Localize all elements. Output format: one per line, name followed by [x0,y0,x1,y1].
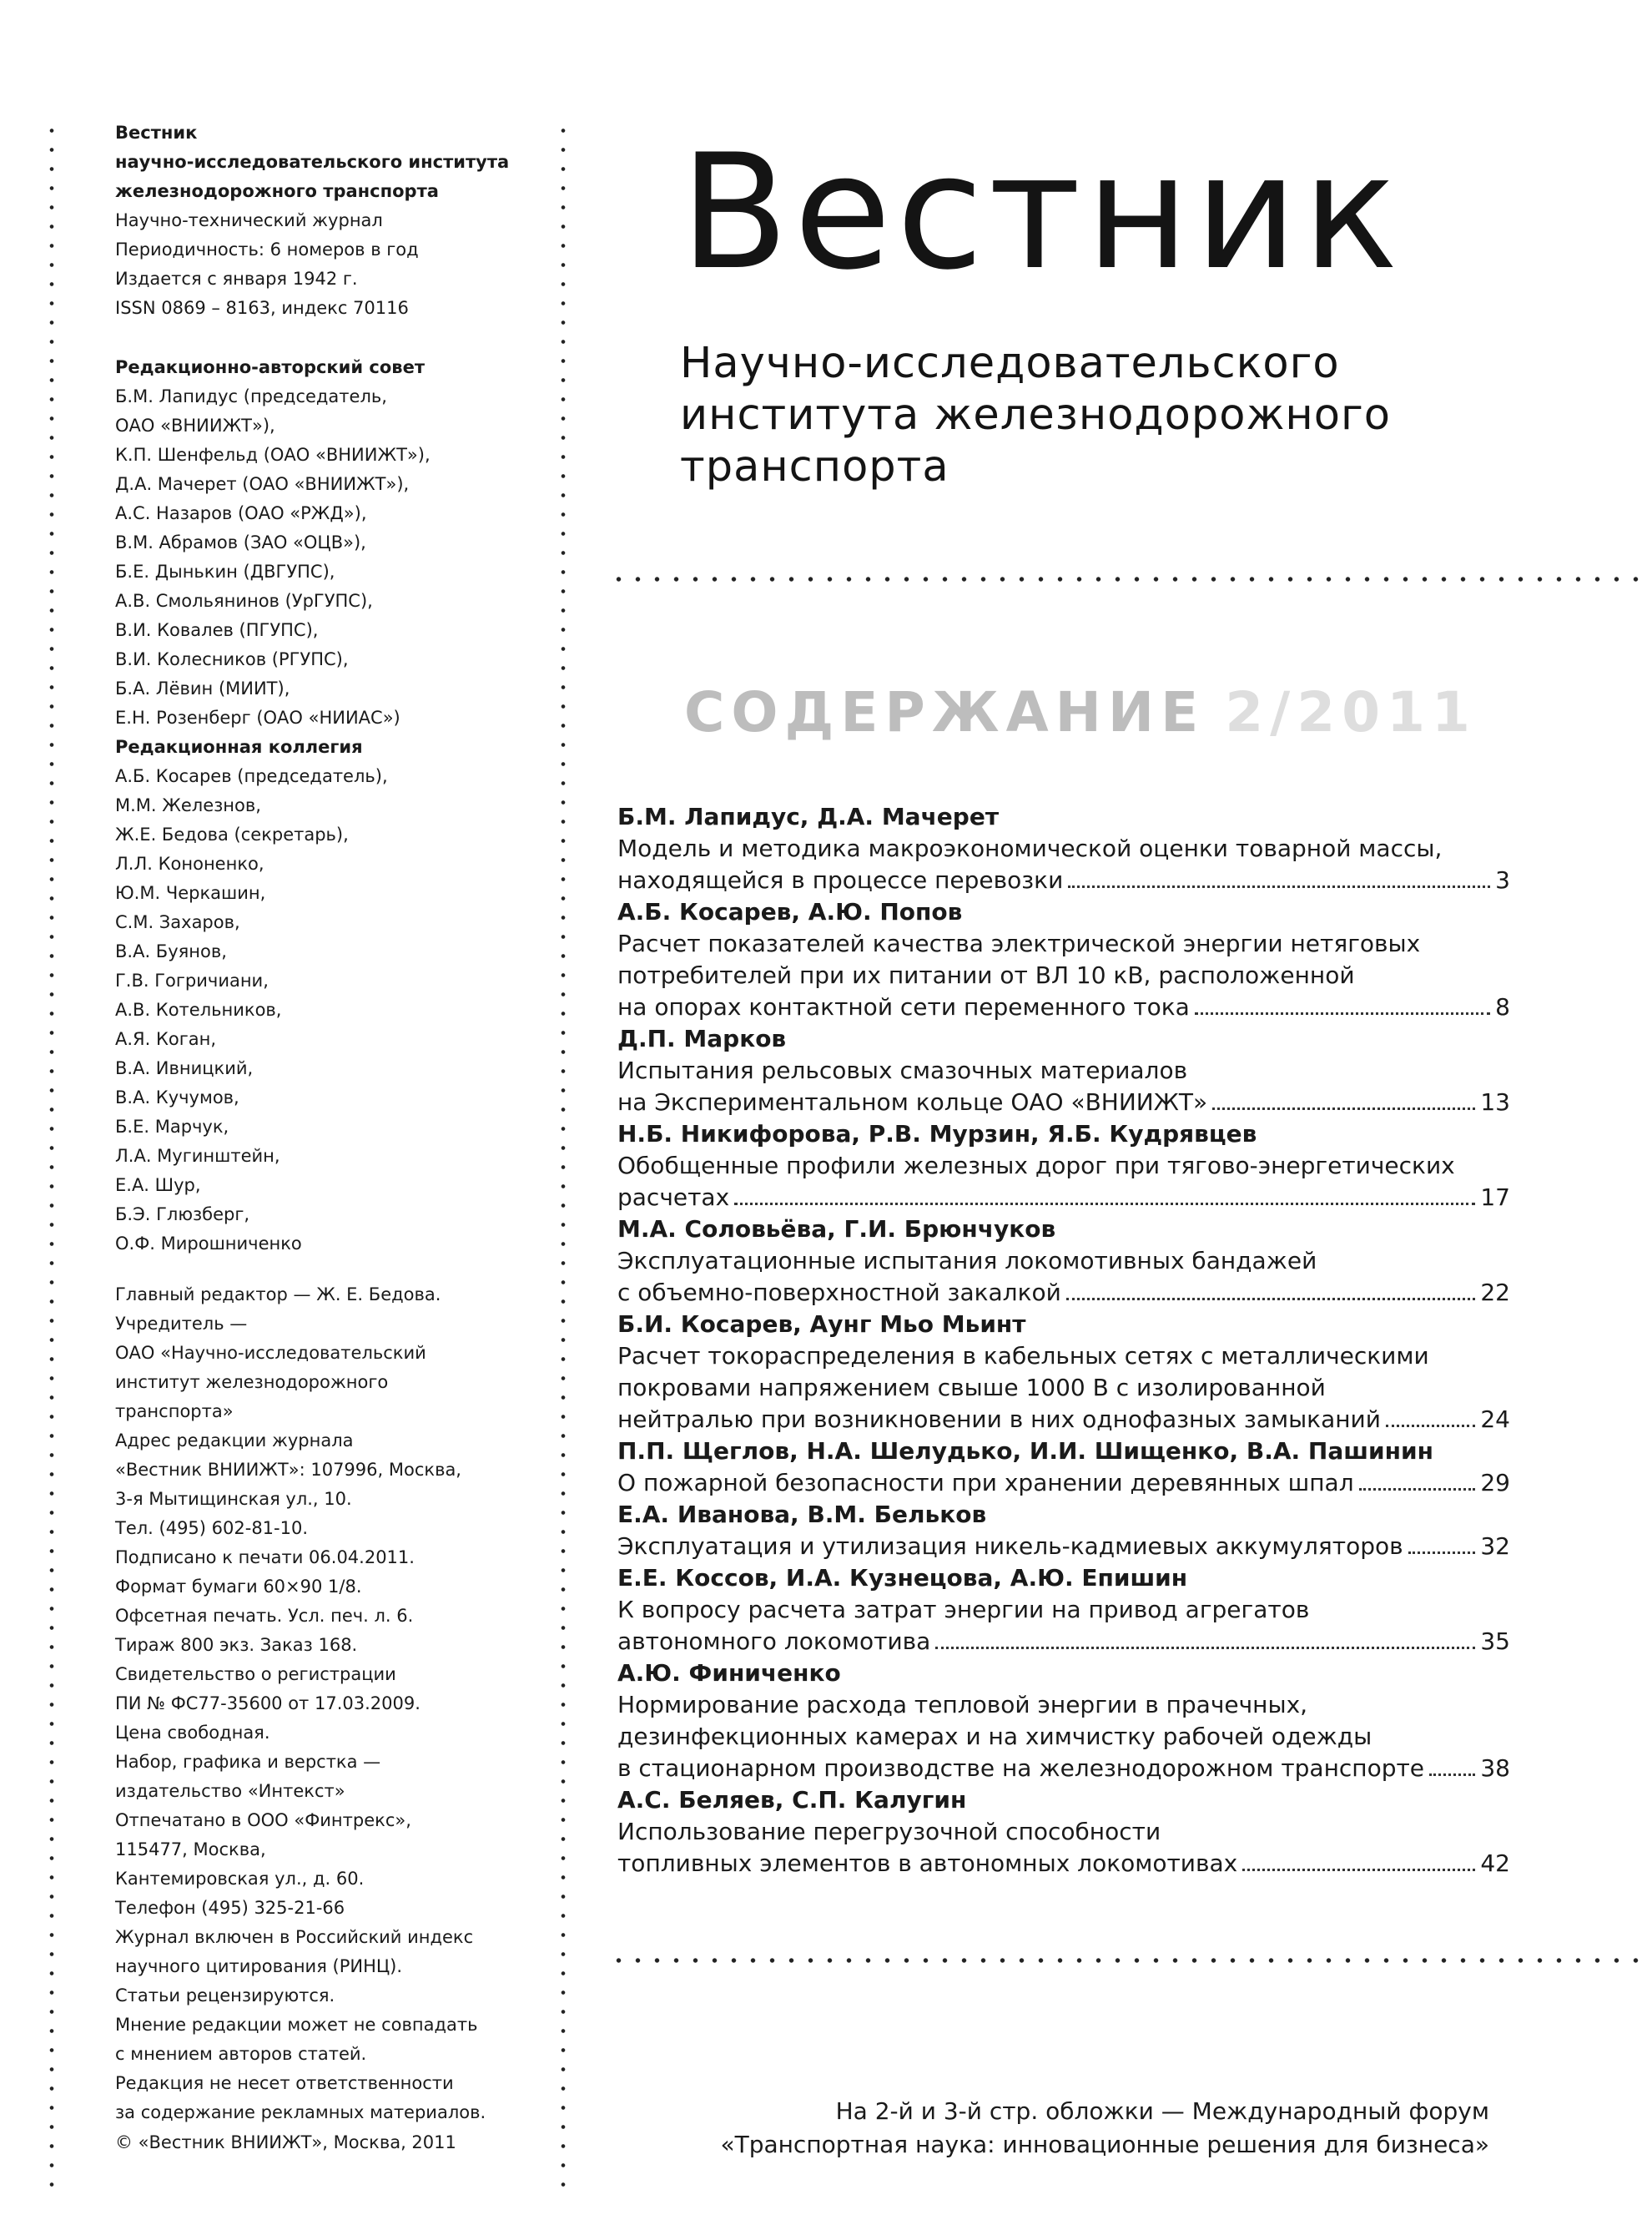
board-member: Ю.М. Черкашин, [115,883,266,903]
toc-entry [617,1213,1510,1309]
board-member: В.А. Буянов, [115,941,227,961]
toc-title-final-line [617,1626,1510,1657]
toc-page-number: 32 [1480,1532,1510,1560]
journal-info-line: Периодичность: 6 номеров в год [115,240,419,260]
board-member: Л.Л. Кононенко, [115,854,264,874]
toc-title-final-line [617,865,1510,896]
subtitle-line: Научно-исследовательского [680,339,1340,388]
imprint-line: 115477, Москва, [115,1839,266,1859]
toc-entry [617,1784,1510,1879]
toc-authors: Д.П. Марков [617,1025,787,1052]
council-member: Д.А. Мачерет (ОАО «ВНИИЖТ»), [115,474,410,494]
toc-title-line: Эксплуатационные испытания локомотивных бандажей [617,1247,1317,1274]
dot-leader [1066,1277,1476,1300]
toc-title-final-line [617,1467,1510,1499]
toc-title-line: Расчет показателей качества электрической энергии нетяговых [617,930,1421,957]
toc-title-line: К вопросу расчета затрат энергии на привод агрегатов [617,1596,1310,1623]
toc-title-final-line [617,1087,1510,1118]
imprint-line: институт железнодорожного [115,1372,389,1392]
toc-title-line: Модель и методика макроэкономической оценки товарной массы, [617,835,1443,862]
subtitle-line: транспорта [680,442,949,492]
council-member: В.И. Ковалев (ПГУПС), [115,620,319,640]
table-of-contents [617,801,1510,1879]
contents-label: СОДЕРЖАНИЕ [684,680,1206,744]
board-member: О.Ф. Мирошниченко [115,1234,302,1254]
toc-page-number: 38 [1480,1754,1510,1782]
toc-title-line: Нормирование расхода тепловой энергии в прачечных, [617,1691,1308,1718]
journal-title-line: научно-исследовательского института [115,152,510,172]
dot-leader [1386,1404,1475,1427]
board-heading: Редакционная коллегия [115,737,363,757]
issue-number: 2/2011 [1225,680,1477,744]
imprint-line: издательство «Интекст» [115,1781,345,1801]
board-member: С.М. Захаров, [115,912,240,932]
imprint-line: Мнение редакции может не совпадать [115,2015,478,2035]
imprint-line: Офсетная печать. Усл. печ. л. 6. [115,1606,414,1626]
left-dotted-rule [48,121,55,2191]
dot-leader [1212,1087,1475,1110]
imprint-line: Редакция не несет ответственности [115,2073,454,2093]
board-member: В.А. Кучумов, [115,1087,239,1107]
council-member: А.С. Назаров (ОАО «РЖД»), [115,503,367,523]
dot-leader [1195,991,1490,1015]
toc-title-final-line [617,1277,1510,1309]
imprint-line: Тираж 800 экз. Заказ 168. [115,1635,358,1655]
toc-page-number: 22 [1480,1279,1510,1306]
journal-masthead-title: Вестник [680,120,1403,305]
copyright-notice: © «Вестник ВНИИЖТ», Москва, 2011 [115,2132,456,2152]
cover-note [720,2095,1489,2162]
imprint-line: за содержание рекламных материалов. [115,2102,486,2122]
council-member: Б.Е. Дынькин (ДВГУПС), [115,562,335,582]
toc-authors: Б.И. Косарев, Аунг Мьо Мьинт [617,1310,1026,1338]
spacer [115,1259,549,1280]
imprint-line: Адрес редакции журнала [115,1430,354,1451]
imprint-line: Свидетельство о регистрации [115,1664,396,1684]
toc-title-line: О пожарной безопасности при хранении деревянных шпал [617,1469,1354,1496]
council-member: В.М. Абрамов (ЗАО «ОЦВ»), [115,532,366,552]
toc-title-line: на Экспериментальном кольце ОАО «ВНИИЖТ» [617,1088,1208,1116]
imprint-line: транспорта» [115,1401,234,1421]
council-heading: Редакционно-авторский совет [115,357,425,377]
toc-authors: Н.Б. Никифорова, Р.В. Мурзин, Я.Б. Кудрявцев [617,1120,1257,1148]
dot-leader [734,1182,1475,1205]
dot-leader [1359,1467,1476,1491]
toc-authors: Е.Е. Коссов, И.А. Кузнецова, А.Ю. Епишин [617,1564,1188,1592]
cover-note-line: «Транспортная наука: инновационные решения для бизнеса» [720,2131,1489,2158]
toc-title-line: нейтралью при возникновении в них однофазных замыканий [617,1405,1381,1433]
toc-title-line: Эксплуатация и утилизация никель-кадмиевых аккумуляторов [617,1532,1403,1560]
toc-title-line: автономного локомотива [617,1627,931,1655]
journal-info-line: ISSN 0869 – 8163, индекс 70116 [115,298,409,318]
toc-page-number: 24 [1480,1405,1510,1433]
council-member: ОАО «ВНИИЖТ»), [115,416,275,436]
toc-page-number: 8 [1495,993,1510,1021]
imprint-line: Учредитель — [115,1314,248,1334]
toc-title-line: дезинфекционных камерах и на химчистку рабочей одежды [617,1723,1372,1750]
contents-dotted-rule [609,1957,1652,1964]
editorial-info-column [115,119,549,2127]
imprint-line: Телефон (495) 325-21-66 [115,1898,345,1918]
toc-page-number: 3 [1495,866,1510,894]
imprint-line: Журнал включен в Российский индекс [115,1927,474,1947]
imprint-line: Главный редактор — Ж. Е. Бедова. [115,1284,441,1304]
imprint-line: Формат бумаги 60×90 1/8. [115,1577,362,1597]
toc-title-line: расчетах [617,1183,730,1211]
journal-masthead-subtitle [680,338,1391,493]
toc-authors: Е.А. Иванова, В.М. Бельков [617,1501,987,1528]
toc-title-line: Расчет токораспределения в кабельных сетях с металлическими [617,1342,1429,1370]
contents-heading [684,680,1477,744]
imprint-line: Статьи рецензируются. [115,1985,335,2006]
board-member: Е.А. Шур, [115,1175,201,1195]
board-member: В.А. Ивницкий, [115,1058,254,1078]
toc-authors: П.П. Щеглов, Н.А. Шелудько, И.И. Шищенко, В.А. Пашинин [617,1437,1433,1465]
imprint-line: Кантемировская ул., д. 60. [115,1869,365,1889]
toc-title-line: Обобщенные профили железных дорог при тягово-энергетических [617,1152,1455,1179]
toc-authors: М.А. Соловьёва, Г.И. Брюнчуков [617,1215,1056,1243]
toc-title-line: в стационарном производстве на железнодорожном транспорте [617,1754,1425,1782]
dot-leader [1408,1531,1476,1554]
toc-title-line: Испытания рельсовых смазочных материалов [617,1057,1188,1084]
board-member: Л.А. Мугинштейн, [115,1146,280,1166]
masthead-dotted-rule [609,576,1652,583]
board-member: Б.Э. Глюзберг, [115,1204,250,1224]
toc-title-line: на опорах контактной сети переменного тока [617,993,1190,1021]
board-member: А.В. Котельников, [115,1000,282,1020]
imprint-line: ПИ № ФС77-35600 от 17.03.2009. [115,1693,421,1713]
toc-entry [617,1023,1510,1118]
toc-entry [617,1309,1510,1435]
toc-page-number: 29 [1480,1469,1510,1496]
imprint-line: Отпечатано в ООО «Финтрекс», [115,1810,411,1830]
toc-title-line: покровами напряжением свыше 1000 В с изолированной [617,1374,1326,1401]
toc-authors: А.Ю. Финиченко [617,1659,841,1687]
toc-entry [617,1435,1510,1499]
board-member: А.Б. Косарев (председатель), [115,766,388,786]
imprint-line: Подписано к печати 06.04.2011. [115,1547,415,1567]
toc-title-line: с объемно-поверхностной закалкой [617,1279,1061,1306]
dot-leader [1429,1753,1475,1776]
imprint-line: Тел. (495) 602-81-10. [115,1518,309,1538]
toc-authors: А.Б. Косарев, А.Ю. Попов [617,898,963,926]
board-member: Б.Е. Марчук, [115,1117,229,1137]
subtitle-line: института железнодорожного [680,391,1391,440]
imprint-line: ОАО «Научно-исследовательский [115,1343,426,1363]
council-member: В.И. Колесников (РГУПС), [115,649,349,669]
council-member: К.П. Шенфельд (ОАО «ВНИИЖТ»), [115,445,431,465]
dot-leader [935,1626,1475,1649]
toc-entry [617,1657,1510,1784]
toc-title-final-line [617,1848,1510,1879]
toc-entry [617,1118,1510,1213]
toc-title-line: Использование перегрузочной способности [617,1818,1161,1845]
toc-title-line: находящейся в процессе перевозки [617,866,1064,894]
toc-title-line: потребителей при их питании от ВЛ 10 кВ, расположенной [617,961,1355,989]
council-member: Б.М. Лапидус (председатель, [115,386,387,406]
journal-title-line: Вестник [115,123,198,143]
journal-title-line: железнодорожного транспорта [115,181,439,201]
toc-page-number: 35 [1480,1627,1510,1655]
imprint-line: с мнением авторов статей. [115,2044,367,2064]
dot-leader [1068,865,1490,888]
toc-authors: Б.М. Лапидус, Д.А. Мачерет [617,803,1000,830]
column-dotted-rule [560,121,567,2191]
toc-entry [617,801,1510,896]
board-member: А.Я. Коган, [115,1029,217,1049]
council-member: Е.Н. Розенберг (ОАО «НИИАС») [115,708,400,728]
toc-authors: А.С. Беляев, С.П. Калугин [617,1786,967,1814]
imprint-line: Набор, графика и верстка — [115,1752,381,1772]
council-member: Б.А. Лёвин (МИИТ), [115,679,290,699]
toc-title-final-line [617,1404,1510,1435]
toc-page-number: 13 [1480,1088,1510,1116]
toc-title-final-line [617,1531,1510,1562]
imprint-line: 3-я Мытищинская ул., 10. [115,1489,352,1509]
imprint-line: научного цитирования (РИНЦ). [115,1956,403,1976]
board-member: Г.В. Гогричиани, [115,971,269,991]
toc-entry [617,896,1510,1023]
toc-title-final-line [617,991,1510,1023]
toc-page-number: 17 [1480,1183,1510,1211]
journal-info-line: Издается с января 1942 г. [115,269,358,289]
toc-title-final-line [617,1182,1510,1213]
journal-info-line: Научно-технический журнал [115,210,383,230]
toc-title-final-line [617,1753,1510,1784]
board-member: Ж.Е. Бедова (секретарь), [115,825,349,845]
imprint-line: Цена свободная. [115,1723,270,1743]
cover-note-line: На 2-й и 3-й стр. обложки — Международный форум [835,2097,1489,2125]
council-member: А.В. Смольянинов (УрГУПС), [115,591,373,611]
toc-title-line: топливных элементов в автономных локомотивах [617,1849,1238,1877]
dot-leader [1242,1848,1475,1871]
toc-page-number: 42 [1480,1849,1510,1877]
toc-entry [617,1499,1510,1562]
toc-entry [617,1562,1510,1657]
board-member: М.М. Железнов, [115,795,261,815]
imprint-line: «Вестник ВНИИЖТ»: 107996, Москва, [115,1460,461,1480]
spacer [115,323,549,353]
